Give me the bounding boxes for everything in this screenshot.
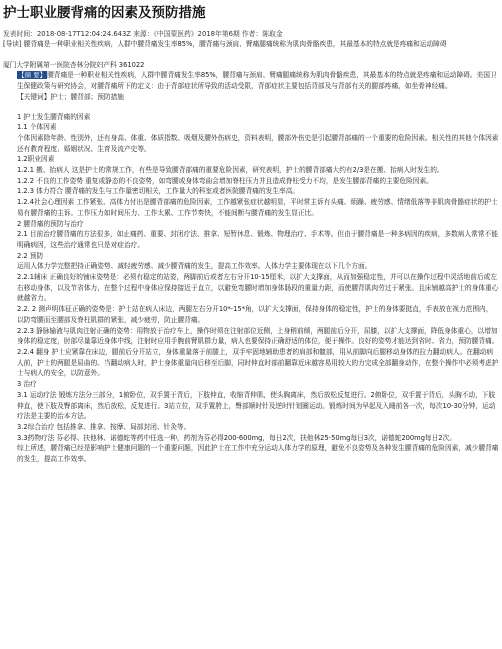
abstract-tag: 【摘 要】	[18, 71, 47, 80]
body-paragraph: 1.2职业因素	[17, 155, 55, 164]
body-paragraph: 综上所述，腰背痛已经是影响护士健康问题的一个重要问题，因此护士在工作中充分运动人体力学的原理，避免不良姿势及各种发生腰背痛的危险因素，减少腰背痛的发生，提高工作效率。	[17, 444, 499, 464]
author-affiliation: 厦门大学附属第一医院杏林分院妇产科 361022	[3, 60, 145, 69]
body-paragraph: 1.2.2 不良的工作姿势 重复或静态的不良姿势，如弯腰或身体弯曲会增加脊柱压力并且造成脊柱受力不均，是发生腰部背痛的主要危险因素。	[17, 176, 433, 185]
body-paragraph: 运用人体力学完整把持正确姿势、减轻疲劳感、减少腰背痛的发生，提高工作效率。人体力学主要体现在以下几个方面。	[17, 262, 372, 271]
body-paragraph: 2 腰背痛的预防与治疗	[17, 219, 84, 228]
keywords-line: 【关键词】护士；腰背部；预防措施	[17, 92, 124, 101]
body-paragraph: 1.2.4社会心理因素 工作紧张、高体力付出是腰背部痛的危险因素，工作越紧张症状越明显，平时常主诉有头痛、烦躁、疲劳感、情绪低落等非肌肉骨骼症状的护士易有腰背痛的主诉。工作压力如时间压力、工作太累、工作节奏快，不能间断与腰背痛的发生显正比。	[17, 198, 498, 217]
abstract-text: 腰背痛是一种职业相关性疾病，人群中腰背痛发生率85%，腰背痛与颈肩、臂痛腿痛统称为肌肉骨骼疾患，其最基本的特点就是疼痛和运动障碍。美国卫生保健政策与研究协会，对腰背痛所下的定义：由于背部症状所导致的活动受限，背部症状主要包括背部及与背部有关的腿部疼痛，如坐骨神经痛。	[17, 71, 497, 91]
body-paragraph: 2.2.3 静脉输液与肌肉注射正确的姿势：用物放于治疗车上，操作时须在注射部位近侧，上身稍前倾，两腿前后分开，屈膝，以扩大支撑面，降低身体重心，以增加身体的稳定度，肘部尽量靠近身体中线，注射时应用手腕前臂肌群力量，病人也要保持正确舒适的体位，便于操作。良好的姿势才能达到省时、省力，预防腰背痛。	[17, 326, 499, 346]
body-paragraph: 2.2.1辅床 正确良好的铺床姿势是：必须有稳定的站姿，两脚前后或者左右分开10-15厘米，以扩大支撑面，从而加强稳定性，并可以在操作过程中灵活地前后或左右移动身体，以及节省体力，在整个过程中身体应保持接近于直立，以避免弯腰时增加身体肠段的重量力距，而使腰背肌肉劳过于紧张。且床铺越高护士的身体重心就越省力。	[17, 273, 499, 303]
article-meta: 发表时间：2018-08-17T12:04:24.643Z 来源：《中国蒙医药》2018年第6期 作者：陈取金	[3, 30, 283, 38]
body-paragraph: 3 治疗	[17, 380, 37, 389]
body-paragraph: 3.3药物疗法 芬必得、扶他林、诺德蛇等药中任选一种，药剂为芬必得200-600mg，每日2次，扶他林25-50mg每日3次，诺德蛇200mg每日2次。	[17, 433, 456, 442]
body-paragraph: 3.2综合治疗 包括推拿、推拿、按摩、局部封闭、针灸等。	[17, 422, 191, 431]
body-paragraph: 2.2. 2 测声明体征正确的姿势是：护士站在病人床边，两腿左右分开10*-15*角，以扩大支撑面，保持身体的稳定性，护士的身体要挺直，手表放在视力范围内，以防弯腰而至腰部及脊柱肌群的紧张，减少疲劳，防止腰背痛。	[17, 305, 493, 324]
article-title: 护士职业腰背痛的因素及预防措施	[3, 5, 206, 21]
body-paragraph: 1 护士发生腰背痛的因素	[17, 112, 91, 121]
body-paragraph: 3.1 运动疗法 锻炼方法分三部分，1俯卧位，双手置于背后，下肢伸直，收缩背伸肌，使头胸离床，然后放松反复进行。2俯卧位，双手置于背后，头胸不动，下肢伸直，使下肢及臀部离床，然后放松，反复进行。3站立位，双手置胯上，臀部顺时针及逆时针划圈运动。锻炼时间为早起及入睡前各一次，每次10-30分钟，运动疗法是主要的治本方法。	[17, 390, 496, 421]
body-paragraph: 1.2.1 搬、抬病人 这是护士的常规工作，有些是导致腰背部痛的重要危险因素，研究表明，护士的腰背部痛大约有2/3是在搬、抬病人时发生的。	[17, 166, 444, 175]
article-guide: [导读] 腰背痛是一种职业相关性疾病，人群中腰背痛发生率85%，腰背痛与颈肩、臂痛腿痛统称为肌肉骨骼疾患，其最基本的特点就是疼痛和运动障碍	[3, 40, 447, 48]
article-body	[3, 112, 499, 465]
body-paragraph: 1.2.3 体力符合 腰背痛的发生与工作量密切相关，工作量大的科室或者医院腰背痛的发生率高。	[17, 187, 300, 196]
body-paragraph: 2.2 预防	[17, 251, 44, 260]
body-paragraph: 2.1 目前治疗腰背痛的方法很多，如止痛药、重要、封闭疗法、推拿、短暂休息、锻炼、物理治疗、手术等。但由于腰背痛是一种多病因的疾病，多数病人常常不能明确病因，这些治疗通常也只是对症治疗。	[17, 230, 498, 249]
body-paragraph: 2.2.4 翻身 护士应紧靠在床边，腿前后分开站立，身体重量落于前腿上，双手牢固地辅助患者的肩部和髋部，用从前脚向后腿移动身体的拉力翻动病人。在翻动病人前，护士的两腿是屈曲的。当翻动病人时，护士身体重量向后移至后脚，同时伸直时部前翻靠近床越容易用较大的力完成全部翻身动作，在整个操作中必须考虑护士与病人的安全，以防意外。	[17, 347, 499, 378]
body-paragraph: 1.1 个体因素	[17, 123, 57, 132]
body-paragraph: 个体因素除年龄、性别外，还有身高、体重、体质指数、吸烟及腰外伤病史，资料表明，腰部外伤史是引起腰背部痛的一个重要的危险因素。相关性的其他个体因素还有教育程度、婚姻状况、生育及流产史等。	[17, 133, 499, 153]
abstract-paragraph	[3, 70, 499, 91]
